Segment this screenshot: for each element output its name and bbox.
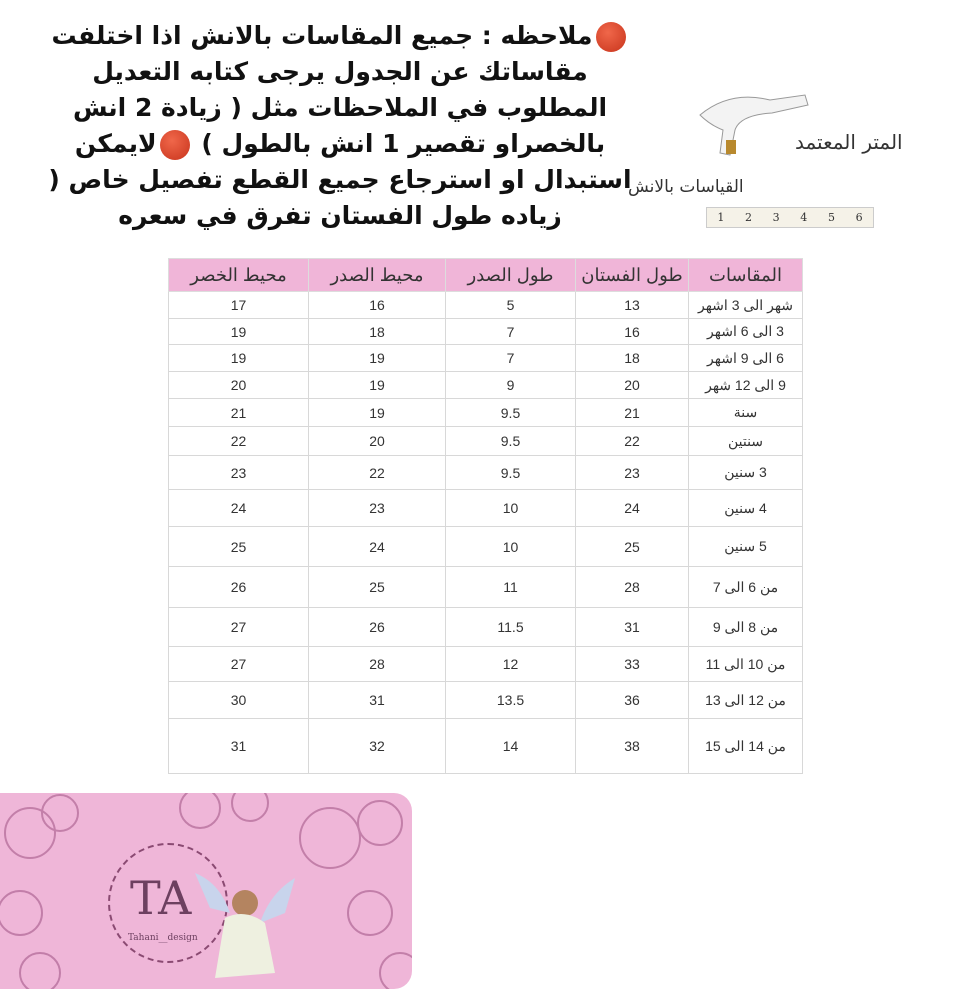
header-dress-length: طول الفستان bbox=[576, 259, 689, 292]
logo-initials: TA bbox=[130, 871, 192, 925]
value-cell: 9.5 bbox=[446, 456, 576, 490]
value-cell: 23 bbox=[576, 456, 689, 490]
value-cell: 30 bbox=[169, 682, 309, 719]
value-cell: 7 bbox=[446, 319, 576, 345]
value-cell: 12 bbox=[446, 647, 576, 682]
value-cell: 11 bbox=[446, 567, 576, 608]
value-cell: 20 bbox=[576, 372, 689, 399]
value-cell: 7 bbox=[446, 345, 576, 372]
size-cell: 6 الى 9 اشهر bbox=[689, 345, 803, 372]
table-row bbox=[169, 682, 803, 719]
size-chart-table bbox=[168, 258, 803, 774]
value-cell: 19 bbox=[169, 345, 309, 372]
inch-label: القياسات بالانش bbox=[628, 177, 744, 197]
value-cell: 11.5 bbox=[446, 608, 576, 647]
size-cell: سنة bbox=[689, 399, 803, 427]
value-cell: 16 bbox=[309, 292, 446, 319]
table-row bbox=[169, 567, 803, 608]
table-row bbox=[169, 399, 803, 427]
value-cell: 25 bbox=[309, 567, 446, 608]
value-cell: 18 bbox=[309, 319, 446, 345]
value-cell: 19 bbox=[169, 319, 309, 345]
stop-sign-icon bbox=[160, 130, 190, 160]
tape-label: المتر المعتمد bbox=[795, 130, 903, 154]
size-cell: 5 سنين bbox=[689, 527, 803, 567]
table-row bbox=[169, 345, 803, 372]
value-cell: 19 bbox=[309, 372, 446, 399]
table-row bbox=[169, 319, 803, 345]
value-cell: 23 bbox=[169, 456, 309, 490]
brand-banner bbox=[0, 793, 412, 989]
value-cell: 18 bbox=[576, 345, 689, 372]
table-row bbox=[169, 456, 803, 490]
ruler-image: 1 2 3 4 5 6 bbox=[706, 207, 874, 228]
value-cell: 24 bbox=[309, 527, 446, 567]
table-row bbox=[169, 719, 803, 774]
table-header bbox=[169, 259, 803, 292]
value-cell: 14 bbox=[446, 719, 576, 774]
size-cell: من 10 الى 11 bbox=[689, 647, 803, 682]
value-cell: 25 bbox=[169, 527, 309, 567]
header-chest-length: طول الصدر bbox=[446, 259, 576, 292]
value-cell: 10 bbox=[446, 490, 576, 527]
value-cell: 5 bbox=[446, 292, 576, 319]
value-cell: 16 bbox=[576, 319, 689, 345]
table-row bbox=[169, 527, 803, 567]
size-cell: من 14 الى 15 bbox=[689, 719, 803, 774]
value-cell: 13.5 bbox=[446, 682, 576, 719]
size-cell: 4 سنين bbox=[689, 490, 803, 527]
value-cell: 9.5 bbox=[446, 427, 576, 456]
value-cell: 9 bbox=[446, 372, 576, 399]
header-chest-circumference: محيط الصدر bbox=[309, 259, 446, 292]
stop-sign-icon bbox=[596, 22, 626, 52]
value-cell: 32 bbox=[309, 719, 446, 774]
table-row bbox=[169, 372, 803, 399]
size-cell: من 8 الى 9 bbox=[689, 608, 803, 647]
value-cell: 21 bbox=[576, 399, 689, 427]
value-cell: 28 bbox=[576, 567, 689, 608]
logo-name: Tahani__design bbox=[128, 933, 198, 943]
value-cell: 22 bbox=[576, 427, 689, 456]
value-cell: 33 bbox=[576, 647, 689, 682]
value-cell: 10 bbox=[446, 527, 576, 567]
value-cell: 23 bbox=[309, 490, 446, 527]
value-cell: 28 bbox=[309, 647, 446, 682]
size-cell: 9 الى 12 شهر bbox=[689, 372, 803, 399]
size-cell: من 12 الى 13 bbox=[689, 682, 803, 719]
angel-image bbox=[190, 853, 300, 983]
size-cell: سنتين bbox=[689, 427, 803, 456]
value-cell: 27 bbox=[169, 608, 309, 647]
value-cell: 26 bbox=[309, 608, 446, 647]
value-cell: 22 bbox=[169, 427, 309, 456]
size-cell: 3 سنين bbox=[689, 456, 803, 490]
header-size: المقاسات bbox=[689, 259, 803, 292]
value-cell: 31 bbox=[576, 608, 689, 647]
value-cell: 22 bbox=[309, 456, 446, 490]
table-row bbox=[169, 608, 803, 647]
table-row bbox=[169, 647, 803, 682]
value-cell: 20 bbox=[309, 427, 446, 456]
value-cell: 13 bbox=[576, 292, 689, 319]
value-cell: 31 bbox=[169, 719, 309, 774]
value-cell: 9.5 bbox=[446, 399, 576, 427]
note-text: ملاحظه : جميع المقاسات بالانش اذا اختلفت مقاساتك عن الجدول يرجى كتابه التعديل المطلوب في الملاحظات مثل ( زيادة 2 انش بالخصراو تقصير 1 انش بالطول ) لايمكن استبدال او استرجاع جميع القطع تفصيل خاص ( زياده طول الفستان تفرق في سعره bbox=[48, 21, 632, 230]
value-cell: 19 bbox=[309, 399, 446, 427]
header-waist-circumference: محيط الخصر bbox=[169, 259, 309, 292]
table-row bbox=[169, 427, 803, 456]
value-cell: 31 bbox=[309, 682, 446, 719]
value-cell: 38 bbox=[576, 719, 689, 774]
table-row bbox=[169, 292, 803, 319]
value-cell: 17 bbox=[169, 292, 309, 319]
value-cell: 26 bbox=[169, 567, 309, 608]
value-cell: 36 bbox=[576, 682, 689, 719]
table-row bbox=[169, 490, 803, 527]
value-cell: 24 bbox=[576, 490, 689, 527]
value-cell: 21 bbox=[169, 399, 309, 427]
value-cell: 19 bbox=[309, 345, 446, 372]
size-cell: من 6 الى 7 bbox=[689, 567, 803, 608]
size-cell: شهر الى 3 اشهر bbox=[689, 292, 803, 319]
value-cell: 24 bbox=[169, 490, 309, 527]
value-cell: 20 bbox=[169, 372, 309, 399]
value-cell: 27 bbox=[169, 647, 309, 682]
size-cell: 3 الى 6 اشهر bbox=[689, 319, 803, 345]
value-cell: 25 bbox=[576, 527, 689, 567]
